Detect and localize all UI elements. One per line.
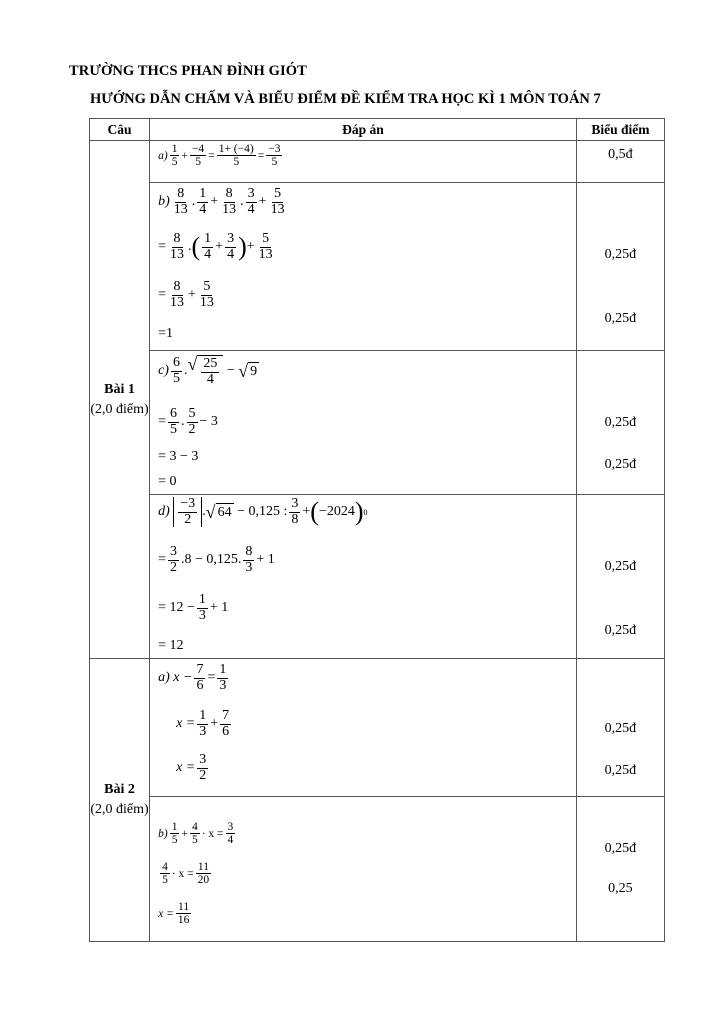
answer-1a	[150, 141, 577, 183]
math-line: d) $\frac{-3}{2}$ . √ 64 − 0,125 : $\frac{3}{8}$ + ( −2024 ) 0	[158, 496, 368, 527]
math-line: x = $\frac{11}{16}$	[158, 901, 190, 927]
math-line: x = $\frac{3}{2}$	[176, 752, 207, 783]
table-row	[90, 797, 665, 942]
score-value: 0,25đ	[604, 841, 637, 856]
score-cell	[576, 495, 664, 659]
table-header-row	[90, 119, 665, 141]
score-cell	[576, 659, 664, 797]
score-value: 0,25đ	[604, 721, 637, 736]
score-value: 0,25	[608, 881, 633, 896]
math-line: = $\frac{8}{13}$ . ( $\frac{1}{4}$ + $\frac{3}{4}$ ) + $\frac{5}{13}$	[158, 231, 273, 262]
math-line: =1	[158, 326, 173, 341]
table-row	[90, 351, 665, 495]
table-row	[90, 141, 665, 183]
math-line: c) $\frac{6}{5}$ . √ $\frac{25}{4}$ − √ 9	[158, 354, 258, 387]
grading-table	[89, 118, 665, 942]
header-cau: Câu	[90, 119, 150, 141]
math-line: = 12 − $\frac{1}{3}$ + 1	[158, 592, 229, 623]
header-dap-an: Đáp án	[150, 119, 577, 141]
score-value: 0,25đ	[604, 457, 637, 472]
table-row	[90, 183, 665, 351]
bai2-label: Bài 2	[104, 782, 135, 797]
table-row	[90, 659, 665, 797]
score-cell	[576, 351, 664, 495]
math-line: a) x − $\frac{7}{6}$ = $\frac{1}{3}$	[158, 662, 227, 693]
bai2-label-cell	[90, 659, 150, 942]
math-line: = $\frac{6}{5}$ . $\frac{5}{2}$ − 3	[158, 406, 218, 437]
score-value: 0,25đ	[604, 623, 637, 638]
math-line: = 0	[158, 474, 177, 489]
math-line: = 12	[158, 638, 184, 653]
math-line: b) $\frac{1}{5}$ + $\frac{4}{5}$ · x = $\frac{3}{4}$	[158, 821, 234, 847]
answer-2b	[150, 797, 577, 942]
math-line: a) $\frac{1}{5}$ + $\frac{-4}{5}$ = $\frac{1+ (-4)}{5}$ = $\frac{-3}{5}$	[158, 143, 281, 169]
score-value: 0,25đ	[604, 311, 637, 326]
table-row	[90, 495, 665, 659]
document-title: HƯỚNG DẪN CHẤM VÀ BIỂU ĐIỂM ĐỀ KIỂM TRA HỌC KÌ 1 MÔN TOÁN 7	[90, 91, 601, 107]
score-value: 0,5đ	[608, 147, 633, 162]
score-cell	[576, 797, 664, 942]
bai2-points: (2,0 điểm)	[90, 802, 149, 817]
bai1-label: Bài 1	[104, 381, 135, 397]
bai1-label-cell	[90, 141, 150, 659]
score-value: 0,25đ	[604, 559, 637, 574]
math-line: x = $\frac{1}{3}$ + $\frac{7}{6}$	[176, 708, 230, 739]
answer-1c	[150, 351, 577, 495]
math-line: $\frac{4}{5}$ · x = $\frac{11}{20}$	[162, 861, 210, 887]
math-line: = $\frac{3}{2}$ .8 − 0,125. $\frac{8}{3}$ + 1	[158, 544, 275, 575]
math-line: = 3 − 3	[158, 449, 199, 464]
answer-1b	[150, 183, 577, 351]
bai1-points: (2,0 điểm)	[90, 401, 149, 417]
math-line: b) $\frac{8}{13}$ . $\frac{1}{4}$ + $\frac{8}{13}$ . $\frac{3}{4}$ + $\frac{5}{13}$	[158, 186, 285, 217]
score-cell	[576, 141, 664, 183]
score-value: 0,25đ	[604, 415, 637, 430]
score-cell	[576, 183, 664, 351]
score-value: 0,25đ	[604, 247, 637, 262]
answer-2a	[150, 659, 577, 797]
math-line: = $\frac{8}{13}$ + $\frac{5}{13}$	[158, 279, 214, 310]
answer-1d	[150, 495, 577, 659]
header-bieu-diem: Biểu điểm	[576, 119, 664, 141]
score-value: 0,25đ	[604, 763, 637, 778]
school-name: TRƯỜNG THCS PHAN ĐÌNH GIÓT	[69, 63, 307, 79]
